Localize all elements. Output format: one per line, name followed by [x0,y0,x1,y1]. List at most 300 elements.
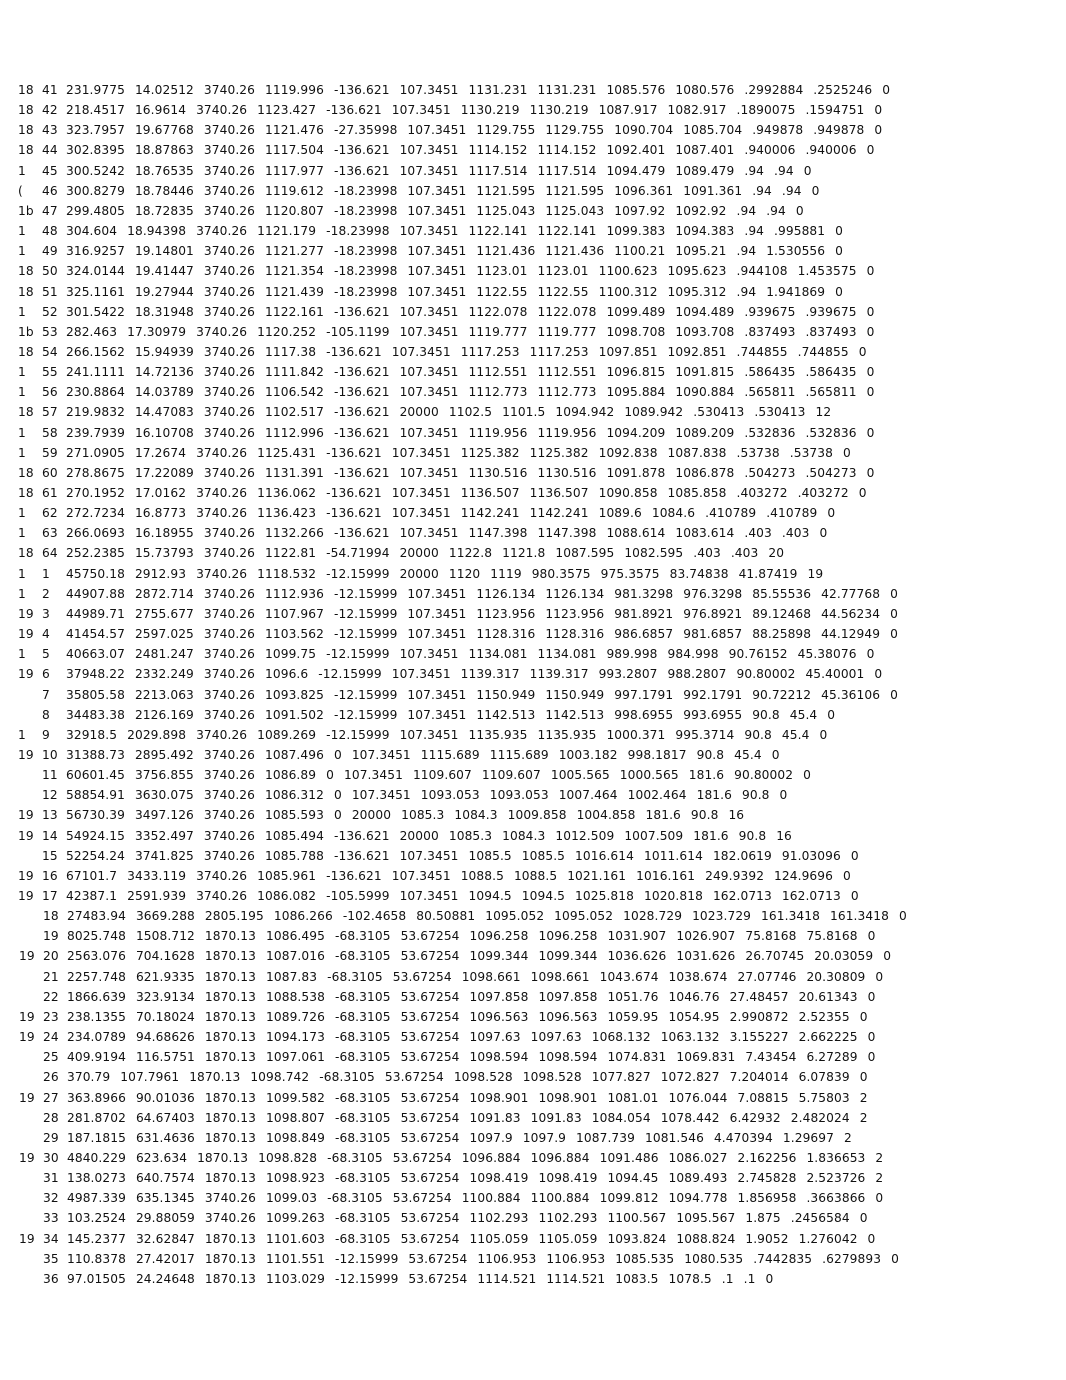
data-cell: 3740.26 [203,244,256,259]
row-index: 61 [42,486,58,500]
data-cell: -68.3105 [334,1211,391,1226]
data-cell: 1123.956 [545,606,605,621]
data-cell: 6.07839 [798,1070,850,1085]
data-cell: 1094.45 [607,1171,659,1186]
data-cell: -18.23998 [333,264,398,279]
data-cell: 1119.996 [265,83,324,97]
margin-mark: 19 [18,828,34,843]
data-cell: 1121.277 [265,244,324,259]
data-cell: 3497.126 [134,808,194,823]
data-cell: 1122.161 [265,304,324,319]
data-cell: 1099.489 [606,304,666,319]
data-cell: 1074.831 [607,1050,667,1065]
data-cell: 1122.55 [476,284,528,299]
data-cell: 54924.15 [66,828,125,843]
data-cell: 1087.016 [266,949,325,964]
data-cell: 1068.132 [591,1030,651,1045]
data-cell: 45.40001 [805,667,865,682]
data-cell: 1866.639 [67,989,126,1004]
data-cell: 1870.13 [197,1150,249,1165]
data-cell: 1109.607 [412,768,472,783]
data-row [19,1069,878,1085]
data-row [19,1170,893,1186]
data-cell: 3740.26 [196,324,248,339]
data-cell: 0 [866,425,875,440]
data-cell: 3740.26 [196,224,248,239]
data-cell: 107.3451 [391,506,451,521]
row-index: 42 [42,103,58,118]
data-cell: 20.61343 [798,989,858,1004]
data-cell: 3740.26 [203,586,256,601]
row-index: 11 [42,768,58,783]
data-cell: 1.875 [745,1211,781,1226]
data-cell: 1117.504 [265,143,324,158]
data-cell: .532836 [744,425,796,440]
data-cell: 1870.13 [204,1130,257,1145]
row-index: 58 [42,425,58,440]
data-cell: .94 [766,203,786,218]
data-cell: 302.8395 [66,143,125,158]
data-cell: 2.990872 [729,1009,789,1024]
data-cell: 300.5242 [66,163,125,178]
data-cell: 1114.152 [537,143,597,158]
data-cell: 993.6955 [683,707,743,722]
data-cell: 1870.13 [204,1110,257,1125]
data-row [18,304,884,320]
data-cell: 1094.173 [266,1030,325,1045]
data-cell: 1870.13 [204,969,257,984]
data-cell: 1870.13 [204,1090,257,1105]
data-cell: 1100.884 [530,1191,590,1206]
margin-mark: ( [18,183,23,198]
data-cell: 1085.858 [667,486,727,500]
data-cell: .939675 [805,304,857,319]
data-cell: 44.12949 [821,627,881,642]
margin-mark: 18 [18,405,34,420]
data-cell: 231.9775 [66,83,125,97]
data-cell: -68.3105 [319,1070,375,1085]
data-cell: 1122.81 [265,546,317,561]
data-cell: 409.9194 [67,1050,126,1065]
data-cell: 1021.161 [567,868,627,883]
data-cell: 1.9052 [745,1231,789,1246]
data-cell: 1020.818 [643,889,703,903]
data-cell: -68.3105 [327,1191,383,1206]
data-cell: 3740.26 [204,1211,257,1226]
margin-mark: 19 [19,949,35,964]
data-cell: 278.8675 [66,465,125,480]
data-cell: 18.78446 [134,183,194,198]
data-cell: -12.15999 [334,1251,399,1266]
data-cell: .94 [781,183,802,198]
data-cell: 1122.078 [537,304,597,319]
data-cell: .530413 [693,405,745,420]
data-cell: .53738 [789,445,833,460]
data-cell: 3740.26 [203,808,256,823]
data-cell: 1130.516 [468,465,528,480]
margin-mark: 1 [18,163,26,178]
data-cell: 1095.052 [554,909,614,924]
data-cell: 2332.249 [134,667,194,682]
data-cell: 325.1161 [66,284,125,299]
data-cell: 1120 [448,566,481,581]
data-cell: 1117.977 [265,163,324,178]
data-cell: 53.67254 [400,1110,460,1125]
data-cell: 20.03059 [814,949,874,964]
data-cell: 1122.078 [468,304,528,319]
data-cell: 0 [890,586,898,601]
data-cell: -68.3105 [327,969,383,984]
data-cell: .94 [774,163,794,178]
data-row [19,1049,885,1065]
data-cell: 18.94398 [127,224,187,239]
data-cell: 1125.382 [460,445,520,460]
data-cell: 14.02512 [134,83,194,97]
data-cell: 24.24648 [135,1271,195,1286]
data-cell: -12.15999 [334,1271,399,1286]
data-cell: 0 [867,929,876,944]
data-cell: 20000 [399,566,439,581]
data-cell: 1100.312 [598,284,658,299]
data-cell: 995.3714 [675,727,735,742]
row-index: 14 [42,828,58,843]
data-cell: 17.22089 [134,465,194,480]
data-cell: .403 [781,526,810,541]
data-cell: 1046.76 [668,989,720,1004]
data-cell: -136.621 [333,425,390,440]
data-cell: 7.43454 [745,1050,797,1065]
data-cell: 1097.9 [469,1130,513,1145]
data-cell: 107.3451 [399,465,459,480]
data-cell: 3740.26 [203,143,256,158]
data-cell: 1131.391 [265,465,324,480]
data-cell: 1117.514 [537,163,597,178]
data-row [18,102,892,118]
data-cell: 3669.288 [135,909,195,924]
row-index: 54 [42,344,58,359]
data-row [19,1009,878,1025]
data-cell: 1097.061 [266,1050,325,1065]
data-cell: .6279893 [822,1251,882,1266]
data-cell: 162.0713 [712,889,772,903]
data-cell: 1101.5 [502,405,546,420]
data-cell: .939675 [744,304,796,319]
data-cell: 1119.777 [537,324,597,339]
data-cell: .837493 [744,324,796,339]
data-cell: 1096.815 [606,365,666,380]
data-cell: 107.3451 [351,788,411,803]
data-row [19,969,893,985]
data-cell: 1054.95 [668,1009,720,1024]
data-cell: 1136.423 [257,506,317,521]
data-cell: 0 [866,385,875,400]
data-cell: 7.08815 [737,1090,789,1105]
data-cell: .94 [744,224,765,239]
margin-mark: 1 [18,304,26,319]
data-row [18,425,884,441]
data-cell: 0 [811,183,820,198]
data-cell: 1087.83 [266,969,318,984]
data-cell: 53.67254 [408,1251,468,1266]
data-cell: 107.3451 [391,667,451,682]
data-cell: 53.67254 [392,1150,452,1165]
data-cell: 980.3575 [531,566,591,581]
data-cell: .949878 [813,123,865,138]
data-cell: 3740.26 [203,425,256,440]
data-cell: 0 [882,83,891,97]
data-cell: 3740.26 [203,848,256,863]
row-index: 1 [42,566,50,581]
data-cell: 0 [326,768,334,783]
data-cell: 1089.942 [624,405,684,420]
data-cell: .94 [752,183,772,198]
data-cell: 1003.182 [558,747,618,762]
data-cell: 2912.93 [134,566,187,581]
row-index: 26 [43,1070,59,1085]
data-cell: -68.3105 [334,949,391,964]
data-cell: 1098.708 [606,324,666,339]
data-cell: 1084.3 [454,808,498,823]
data-cell: 0 [874,103,883,118]
data-cell: 1094.778 [668,1191,728,1206]
data-cell: 1094.942 [555,405,615,420]
data-cell: .94 [736,244,757,259]
data-cell: -136.621 [333,385,390,400]
data-cell: 1112.773 [537,385,597,400]
data-cell: 53.67254 [400,1130,460,1145]
data-cell: -136.621 [326,445,382,460]
data-cell: 1121.595 [545,183,605,198]
data-cell: 18.72835 [134,203,194,218]
data-cell: .949878 [752,123,804,138]
data-cell: -136.621 [326,103,382,118]
data-cell: 1088.5 [513,868,558,883]
margin-mark: 1 [18,425,26,440]
data-cell: 0 [867,1030,876,1045]
data-cell: 1134.081 [537,647,597,662]
data-cell: 1086.082 [257,889,317,903]
data-cell: -12.15999 [318,667,382,682]
data-cell: .94 [736,203,757,218]
data-cell: 145.2377 [67,1231,126,1246]
data-cell: -12.15999 [333,586,398,601]
data-cell: 1081.01 [607,1090,659,1105]
data-cell: 0 [803,163,812,178]
row-index: 36 [43,1271,59,1286]
data-cell: 1117.253 [460,344,520,359]
margin-mark: 1 [18,566,26,581]
data-row [19,1130,862,1146]
data-cell: .403 [730,546,759,561]
data-cell: 181.6 [645,808,681,823]
data-cell: -68.3105 [334,1050,391,1065]
data-cell: 1086.027 [668,1150,728,1165]
data-cell: 631.4636 [135,1130,195,1145]
data-cell: 107.3451 [399,304,459,319]
data-cell: 997.1791 [614,687,674,702]
data-cell: 2.52355 [798,1009,850,1024]
data-cell: 300.8279 [66,183,125,198]
data-cell: -18.23998 [333,183,398,198]
data-cell: .530413 [754,405,806,420]
data-cell: 16.10708 [134,425,194,440]
data-cell: 1125.043 [545,203,605,218]
data-cell: 20000 [399,546,439,561]
data-cell: 60601.45 [66,768,125,783]
data-cell: -136.621 [333,828,390,843]
data-cell: 53.67254 [400,1090,460,1105]
data-cell: 2.662225 [798,1030,858,1045]
data-cell: 272.7234 [66,506,125,521]
data-cell: 53.67254 [400,989,460,1004]
data-cell: 0 [859,1070,868,1085]
data-cell: 3740.26 [196,486,248,500]
data-cell: 1150.949 [545,687,605,702]
row-index: 47 [42,203,58,218]
data-cell: 1119.956 [537,425,597,440]
row-index: 51 [42,284,58,299]
data-row [18,324,884,340]
data-cell: 107.3451 [407,284,467,299]
data-cell: 1090.884 [675,385,735,400]
data-cell: 1098.419 [469,1171,529,1186]
data-cell: 103.2524 [67,1211,126,1226]
data-cell: 83.74838 [669,566,729,581]
data-cell: 1117.253 [529,344,589,359]
data-cell: 0 [333,808,342,823]
data-cell: 1036.626 [607,949,667,964]
data-cell: 1122.141 [468,224,528,239]
data-cell: 3740.26 [203,203,256,218]
data-cell: .565811 [805,385,857,400]
margin-mark: 19 [19,1231,35,1246]
data-cell: 1136.507 [460,486,520,500]
data-cell: .94 [744,163,765,178]
data-cell: 17.2674 [134,445,187,460]
data-cell: 0 [867,989,876,1004]
data-cell: -136.621 [333,848,390,863]
data-cell: 0 [835,224,843,239]
data-row [18,767,821,783]
row-index: 34 [43,1231,59,1246]
data-cell: .3663866 [806,1191,866,1206]
data-cell: 18.76535 [134,163,194,178]
data-cell: 1121.8 [502,546,546,561]
data-cell: -136.621 [333,304,390,319]
margin-mark: 18 [18,264,34,279]
data-cell: 0 [866,304,875,319]
data-cell: 18.31948 [134,304,194,319]
data-cell: 2126.169 [134,707,194,722]
data-cell: 0 [867,1231,876,1246]
data-cell: 304.604 [66,224,118,239]
data-cell: 1129.755 [476,123,536,138]
data-cell: 1134.081 [468,647,528,662]
data-cell: .2992884 [744,83,804,97]
data-cell: 1031.626 [676,949,736,964]
row-index: 57 [42,405,58,420]
data-cell: 1086.878 [675,465,735,480]
data-cell: 19.67768 [134,123,194,138]
data-cell: 1094.5 [521,889,566,903]
data-cell: 0 [850,889,859,903]
row-index: 55 [42,365,58,380]
data-cell: 1095.884 [606,385,666,400]
margin-mark: 1 [18,224,26,239]
data-cell: 1009.858 [507,808,567,823]
data-cell: 218.4517 [66,103,125,118]
data-cell: 3740.26 [203,647,256,662]
data-cell: .403 [744,526,772,541]
data-cell: 0 [898,909,907,924]
data-cell: 20000 [399,405,439,420]
data-cell: 1508.712 [135,929,195,944]
data-cell: 1095.21 [675,244,727,259]
data-cell: 1091.502 [265,707,324,722]
data-cell: 20.30809 [806,969,866,984]
data-cell: 1085.593 [265,808,324,823]
data-cell: 1142.241 [460,506,520,521]
data-cell: 1096.884 [461,1150,521,1165]
data-cell: 3740.26 [203,344,256,359]
data-cell: -68.3105 [334,929,391,944]
data-cell: 107.3451 [399,143,459,158]
data-cell: 704.1628 [135,949,195,964]
data-cell: 1097.851 [598,344,658,359]
data-cell: 3740.26 [203,788,256,803]
data-cell: 1097.63 [469,1030,521,1045]
data-cell: 107.3451 [399,425,459,440]
data-cell: 94.68626 [135,1030,195,1045]
data-cell: 1094.209 [606,425,666,440]
data-cell: 45.36106 [821,687,881,702]
data-cell: 1096.6 [265,667,309,682]
margin-mark: 1 [18,506,26,521]
data-cell: 1123.01 [476,264,528,279]
data-cell: -68.3105 [334,1110,391,1125]
data-cell: 107.7961 [120,1070,180,1085]
data-cell: 1123.01 [537,264,589,279]
data-cell: 0 [867,1050,876,1065]
data-cell: 14.72136 [134,365,194,380]
data-cell: 1093.824 [607,1231,667,1246]
data-cell: -18.23998 [333,244,398,259]
data-cell: 107.3451 [407,123,467,138]
row-index: 15 [42,848,58,863]
data-cell: .744855 [736,344,788,359]
data-cell: 3630.075 [134,788,194,803]
data-cell: 1121.436 [545,244,605,259]
data-cell: 1102.517 [265,405,324,420]
data-cell: 45750.18 [66,566,125,581]
data-cell: 37948.22 [66,667,125,682]
data-row [18,465,884,481]
data-cell: 17.30979 [127,324,187,339]
data-cell: 110.8378 [67,1251,126,1266]
data-cell: .1 [743,1271,756,1286]
data-cell: 1095.312 [667,284,727,299]
data-cell: 1088.824 [676,1231,736,1246]
data-cell: 1135.935 [468,727,528,742]
data-row [18,122,892,138]
data-cell: .410789 [766,506,818,521]
data-cell: 1099.03 [266,1191,318,1206]
data-cell: 1125.043 [476,203,536,218]
data-cell: -12.15999 [333,627,398,642]
data-cell: .940006 [744,143,796,158]
data-cell: 45.4 [734,747,762,762]
data-cell: 1091.361 [683,183,743,198]
